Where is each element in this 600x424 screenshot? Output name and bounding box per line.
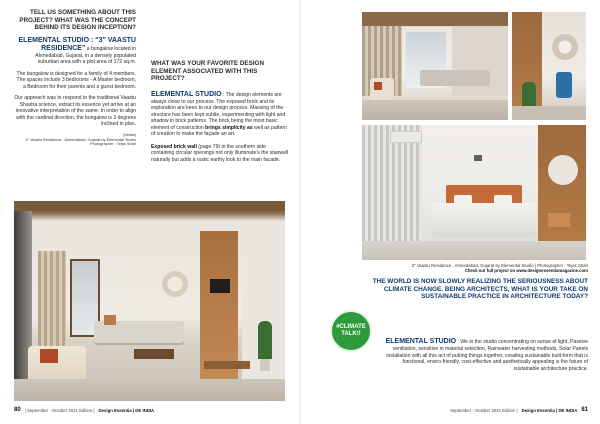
climate-talk-badge: #CLIMATE TALK!! [330,310,372,352]
footer-right: September - October 2021 Edition | Design Essentia | DE INDIA 81 [450,407,588,413]
foyer-photo [512,12,586,120]
bedroom-photo [362,125,586,260]
answer-lead: ELEMENTAL STUDIO [385,338,457,345]
lounge-photo [362,12,508,120]
answer-concept-family: The bungalow is designed for a family of 4 members. The spaces include 3 bedrooms - A Master bedroom, a Bedroom for their parents and a guest bedroom. [16,70,136,90]
photo-caption-right: 3" Vaastu Residence , Ahmedabad, Gujarat by Elemental Studio | Photographer : Tejas Shah Check out full project on www.designessentiamagazine.com [362,263,588,274]
answer-concept-vaastu: Our approach was to respond to the traditional Vaastu Shastra science, extract its essence yet arrive at an innovative interpretation of the same. In order to align with the cardinal direction, the bungalow is 3 degrees inclined in plan. [14,95,136,128]
photo-caption-left: (below) 3" Vaastu Residence , Ahmedabad, Gujarat by Elemental Studio Photographer : Tejas Shah [25,131,136,147]
left-column-text [14,9,136,147]
page-number: 81 [581,407,588,413]
answer-lead: ELEMENTAL STUDIO [151,90,222,98]
page-gutter [299,0,301,424]
question-favorite-element: WHAT WAS YOUR FAVORITE DESIGN ELEMENT ASSOCIATED WITH THIS PROJECT? [151,60,264,83]
answer-favorite-element: ELEMENTAL STUDIO : The design elements are always close to our process. The exposed brick and its exploration are keen to our design process. Massing of the structure has been kept subtle, experimenting with light and shadow in brick patterns. The brick being the most basic element of construction brings simplicity as well as pattern of creation to make the façade an art. [151,90,287,138]
living-room-photo [14,201,285,401]
answer-lead: ELEMENTAL STUDIO : "3" VAASTU RESIDENCE" [18,36,136,52]
answer-concept-intro: ELEMENTAL STUDIO : "3" VAASTU RESIDENCE" a bungalow located in Ahmedabad, Gujarat, in a densely populated suburban area with a plot area of 172 sq.m. [18,36,136,66]
question-climate: THE WORLD IS NOW SLOWLY REALIZING THE SERIOUSNESS ABOUT CLIMATE CHANGE. BEING ARCHITECTS, WHAT IS YOUR TAKE ON SUSTAINABLE PRACTICE IN ARCHITECTURE TODAY? [372,278,588,301]
page-number: 80 [14,407,21,413]
answer-brick-wall: Exposed brick wall (page 79) in the southern side containing circular openings not only illuminate's the stairwell naturally but adds a rustic earthy look to the main facade. [151,143,289,163]
middle-column-text [151,60,289,169]
question-concept: TELL US SOMETHING ABOUT THIS PROJECT? WHAT WAS THE CONCEPT BEHIND ITS DESIGN INCEPTION? [19,9,136,32]
answer-climate: ELEMENTAL STUDIO : We in the studio concentrating on sense of light, Passive ventilation, sensitive in material selection, Rainwater harvesting methods, Solar Panels installation with all this act of putting things together, creating sustainable built-form that is functional, enviro-friendly, cost-effective and aesthetically appealing is the future of sustainable architecture practice. [385,338,588,372]
footer-brand: Design Essentia | DE INDIA [98,407,155,413]
project-link[interactable]: Check out full project on www.designessentiamagazine.com [464,268,588,274]
footer-left: 80 | September - October 2021 Edition | Design Essentia | DE INDIA [14,407,155,413]
footer-brand: Design Essentia | DE INDIA [521,407,578,413]
